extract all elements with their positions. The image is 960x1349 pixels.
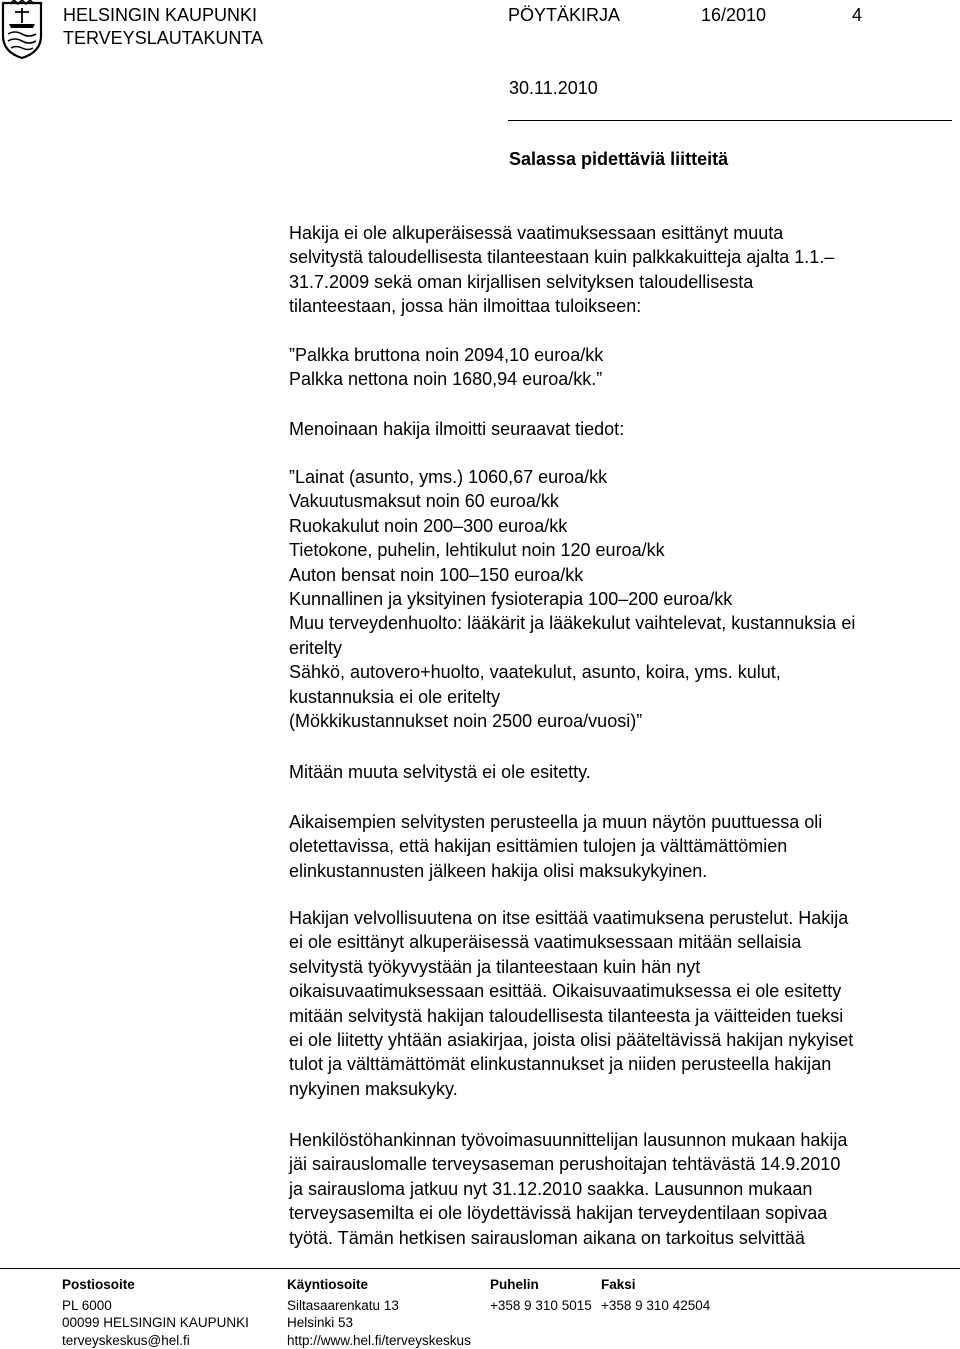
paragraph-previous-statements <box>289 810 929 883</box>
expenses-intro <box>289 417 929 441</box>
text-line: tulot ja välttämättömät elinkustannukset ja niiden perusteella hakijan <box>289 1052 929 1076</box>
footer-divider <box>0 1268 960 1269</box>
text-line: Aikaisempien selvitysten perusteella ja muun näytön puuttuessa oli <box>289 810 929 834</box>
footer-postal-column <box>62 1276 249 1349</box>
text-line: Sähkö, autovero+huolto, vaatekulut, asunto, koira, yms. kulut, <box>289 660 929 684</box>
visit-street: Siltasaarenkatu 13 <box>287 1297 471 1315</box>
text-line: terveysasemilta ei ole löydettävissä hakijan terveydentilaan sopivaa <box>289 1201 929 1225</box>
footer-phone-column <box>490 1276 592 1314</box>
text-line: selvitystä taloudellisesta tilanteestaan kuin palkkakuitteja ajalta 1.1.– <box>289 245 929 269</box>
section-title: Salassa pidettäviä liitteitä <box>509 148 728 170</box>
text-line: tilanteestaan, jossa hän ilmoittaa tuloikseen: <box>289 294 929 318</box>
text-line: ja sairausloma jatkuu nyt 31.12.2010 saakka. Lausunnon mukaan <box>289 1177 929 1201</box>
fax-label: Faksi <box>601 1277 636 1292</box>
text-line: ”Lainat (asunto, yms.) 1060,67 euroa/kk <box>289 465 929 489</box>
website-link[interactable]: http://www.hel.fi/terveyskeskus <box>287 1332 471 1349</box>
text-line: Auton bensat noin 100–150 euroa/kk <box>289 563 929 587</box>
text-line: ”Palkka bruttona noin 2094,10 euroa/kk <box>289 343 929 367</box>
fax-number: +358 9 310 42504 <box>601 1297 710 1315</box>
footer-visit-column <box>287 1276 471 1349</box>
text-line: Hakijan velvollisuutena on itse esittää vaatimuksena perustelut. Hakija <box>289 906 929 930</box>
text-line: Henkilöstöhankinnan työvoimasuunnittelijan lausunnon mukaan hakija <box>289 1128 929 1152</box>
visit-city: Helsinki 53 <box>287 1314 471 1332</box>
document-number: 16/2010 <box>701 4 766 26</box>
phone-number: +358 9 310 5015 <box>490 1297 592 1315</box>
text-line: Hakija ei ole alkuperäisessä vaatimuksessaan esittänyt muuta <box>289 221 929 245</box>
footer-fax-column <box>601 1276 710 1314</box>
visit-label: Käyntiosoite <box>287 1277 368 1292</box>
text-line: mitään selvitystä hakijan taloudellisesta tilanteesta ja väitteiden tueksi <box>289 1004 929 1028</box>
text-line: Muu terveydenhuolto: lääkärit ja lääkekulut vaihtelevat, kustannuksia ei <box>289 611 929 635</box>
text-line: ei ole liitetty yhtään asiakirjaa, joista olisi pääteltävissä hakijan nykyiset <box>289 1028 929 1052</box>
paragraph-income-statement <box>289 221 929 319</box>
paragraph-sick-leave <box>289 1128 929 1250</box>
postal-box: PL 6000 <box>62 1297 249 1315</box>
text-line: Vakuutusmaksut noin 60 euroa/kk <box>289 489 929 513</box>
text-line: Menoinaan hakija ilmoitti seuraavat tiedot: <box>289 417 929 441</box>
text-line: Kunnallinen ja yksityinen fysioterapia 100–200 euroa/kk <box>289 587 929 611</box>
postal-city: 00099 HELSINGIN KAUPUNKI <box>62 1314 249 1332</box>
no-other-statement <box>289 760 929 784</box>
text-line: Ruokakulut noin 200–300 euroa/kk <box>289 514 929 538</box>
text-line: selvitystä työkyvystään ja tilanteestaan kuin hän nyt <box>289 955 929 979</box>
page-number: 4 <box>852 4 862 26</box>
postal-label: Postiosoite <box>62 1277 135 1292</box>
text-line: nykyinen maksukyky. <box>289 1077 929 1101</box>
text-line: eritelty <box>289 636 929 660</box>
board-name: TERVEYSLAUTAKUNTA <box>63 27 263 49</box>
paragraph-applicant-obligation <box>289 906 929 1101</box>
email-link[interactable]: terveyskeskus@hel.fi <box>62 1332 249 1349</box>
quote-salary <box>289 343 929 392</box>
header-divider <box>508 120 952 121</box>
text-line: Palkka nettona noin 1680,94 euroa/kk.” <box>289 367 929 391</box>
org-name: HELSINGIN KAUPUNKI <box>63 4 257 26</box>
phone-label: Puhelin <box>490 1277 539 1292</box>
text-line: 31.7.2009 sekä oman kirjallisen selvityksen taloudellisesta <box>289 270 929 294</box>
text-line: Mitään muuta selvitystä ei ole esitetty. <box>289 760 929 784</box>
text-line: oletettavissa, että hakijan esittämien tulojen ja välttämättömien <box>289 834 929 858</box>
text-line: elinkustannusten jälkeen hakija olisi maksukykyinen. <box>289 859 929 883</box>
text-line: (Mökkikustannukset noin 2500 euroa/vuosi)” <box>289 709 929 733</box>
text-line: oikaisuvaatimuksessaan esittää. Oikaisuvaatimuksessa ei ole esitetty <box>289 979 929 1003</box>
text-line: ei ole esittänyt alkuperäisessä vaatimuksessaan mitään sellaisia <box>289 930 929 954</box>
document-type: PÖYTÄKIRJA <box>508 4 620 26</box>
text-line: jäi sairauslomalle terveysaseman perushoitajan tehtävästä 14.9.2010 <box>289 1152 929 1176</box>
helsinki-crest-icon <box>0 0 44 60</box>
text-line: työtä. Tämän hetkisen sairausloman aikana on tarkoitus selvittää <box>289 1226 929 1250</box>
text-line: kustannuksia ei ole eritelty <box>289 685 929 709</box>
quote-expenses <box>289 465 929 733</box>
text-line: Tietokone, puhelin, lehtikulut noin 120 euroa/kk <box>289 538 929 562</box>
meeting-date: 30.11.2010 <box>509 77 598 99</box>
